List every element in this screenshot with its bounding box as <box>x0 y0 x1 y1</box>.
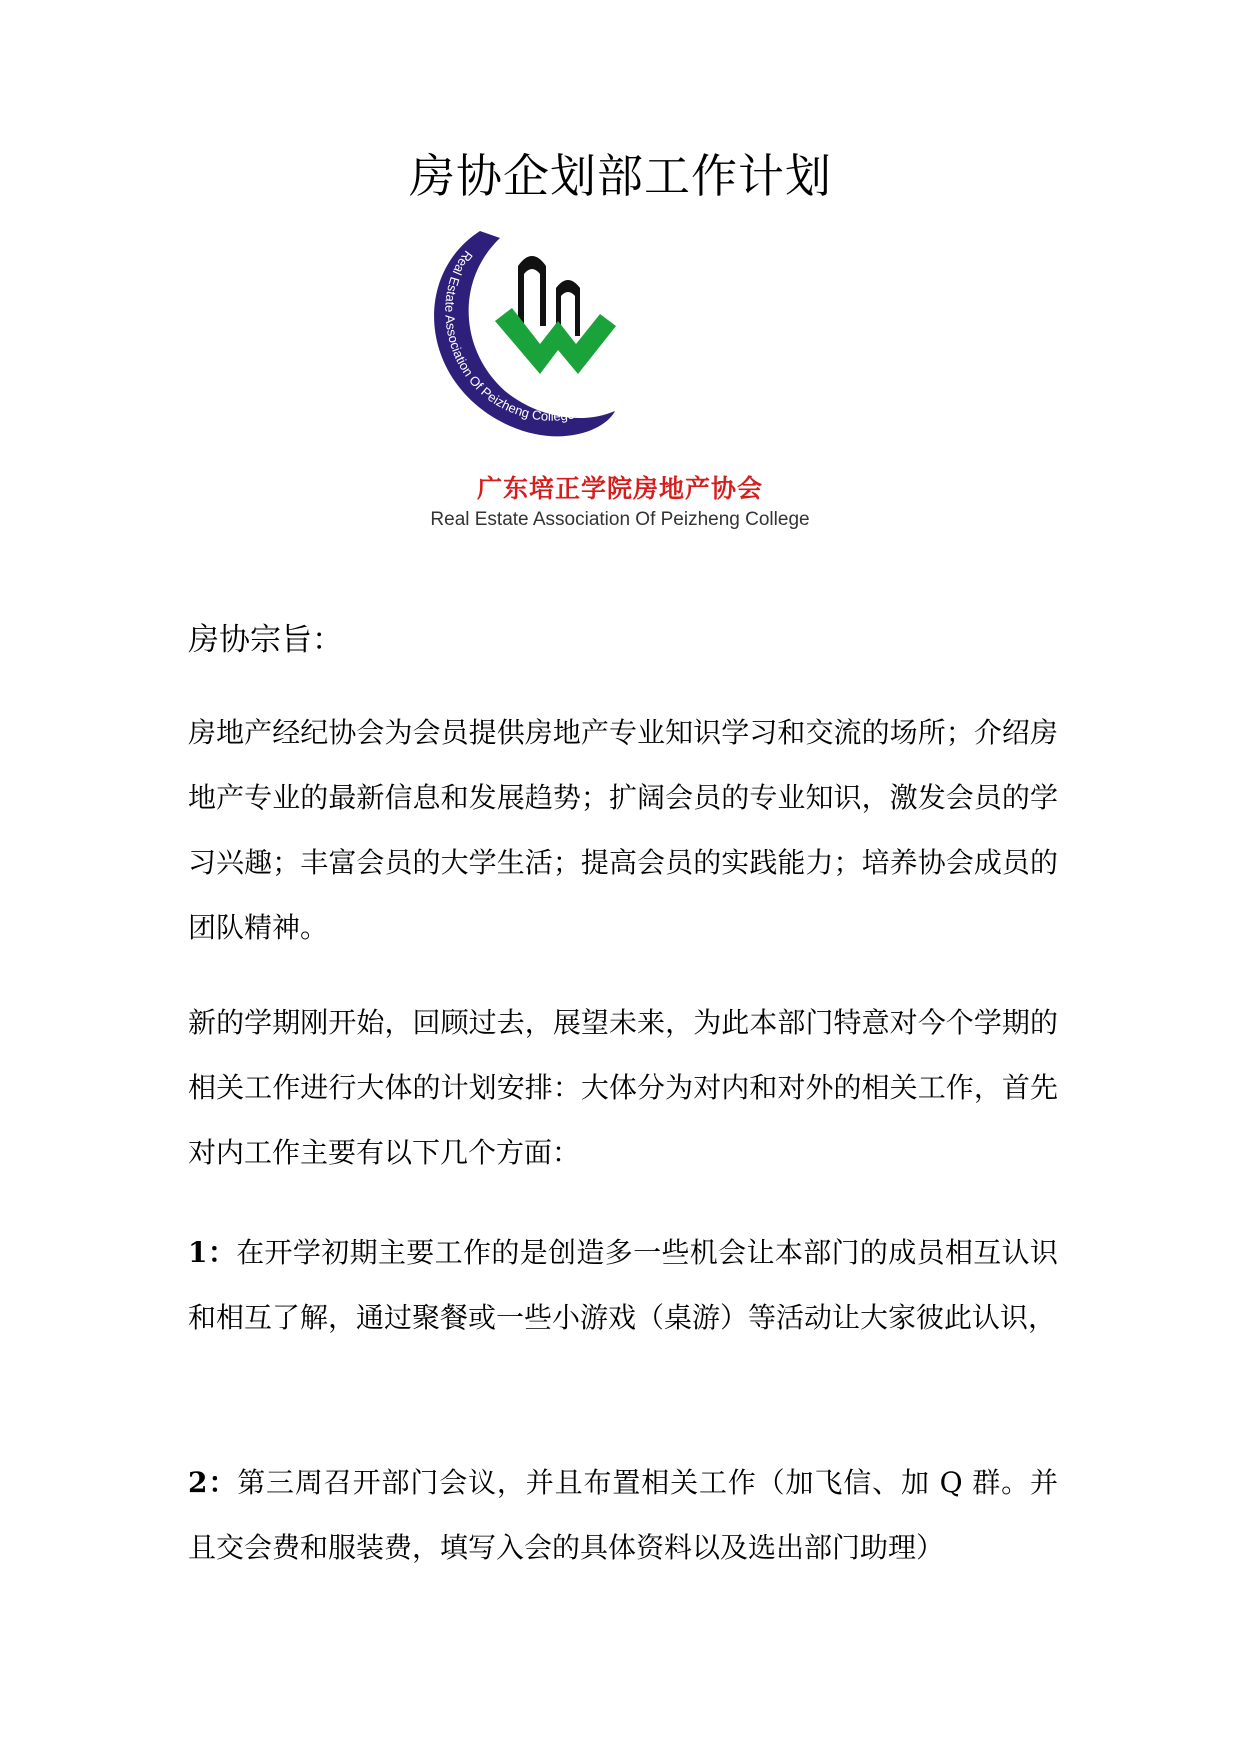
item-number: 1： <box>188 1236 237 1269</box>
logo-chinese-name: 广东培正学院房地产协会 <box>476 474 763 503</box>
item-text: 在开学初期主要工作的是创造多一些机会让本部门的成员相互认识和相互了解，通过聚餐或一些小游戏（桌游）等活动让大家彼此认识， <box>188 1236 1058 1334</box>
paragraph-item-2 <box>188 1450 1058 1580</box>
paragraph-intro: 新的学期刚开始，回顾过去，展望未来，为此本部门特意对今个学期的相关工作进行大体的计划安排：大体分为对内和对外的相关工作，首先对内工作主要有以下几个方面： <box>188 1006 1058 1169</box>
item-text: 第三周召开部门会议，并且布置相关工作（加飞信、加 Q 群。并且交会费和服装费，填写入会的具体资料以及选出部门助理） <box>188 1466 1058 1564</box>
arc-text: Real Estate Association Of Peizheng College <box>442 247 576 424</box>
logo-english-name: Real Estate Association Of Peizheng College <box>430 509 810 530</box>
section-heading: 房协宗旨： <box>188 622 343 658</box>
logo-emblem-icon <box>400 226 840 476</box>
association-logo <box>400 226 840 546</box>
paragraph-item-1 <box>188 1220 1058 1350</box>
paragraph-mission: 房地产经纪协会为会员提供房地产专业知识学习和交流的场所；介绍房地产专业的最新信息和发展趋势；扩阔会员的专业知识，激发会员的学习兴趣；丰富会员的大学生活；提高会员的实践能力；培养协会成员的团队精神。 <box>188 716 1058 944</box>
buildings-icon <box>518 256 580 336</box>
check-mark-icon <box>495 308 616 374</box>
item-number: 2： <box>188 1466 238 1499</box>
page-title: 房协企划部工作计划 <box>409 149 832 203</box>
